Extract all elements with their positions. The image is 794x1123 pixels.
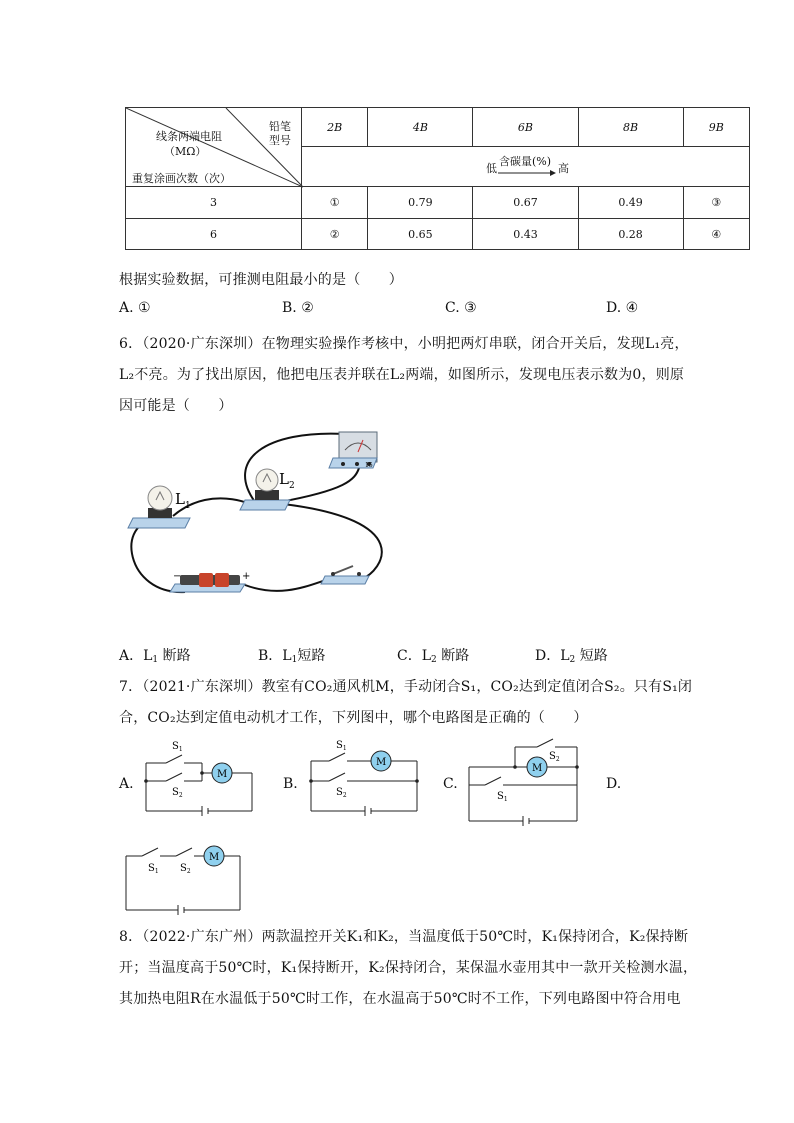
q7-option-c[interactable]: C. xyxy=(443,776,458,792)
switch-label: $S_1$ xyxy=(172,741,183,753)
table-diagonal-header xyxy=(126,108,302,187)
header-resistance-l2: （MΩ） xyxy=(164,145,207,158)
switch-label: $S_2$ xyxy=(180,863,191,875)
q5-stem: 根据实验数据，可推测电阻最小的是（ ） xyxy=(119,272,403,288)
lamp-l2-label: $L_2$ xyxy=(279,470,295,491)
q7-option-b[interactable]: B. xyxy=(283,776,298,792)
q5-option-c[interactable]: C. ③ xyxy=(445,300,477,316)
pencil-6b: 6B xyxy=(473,108,578,147)
wire xyxy=(283,504,382,580)
q5-option-b[interactable]: B. ② xyxy=(282,300,314,316)
carbon-low: 低 xyxy=(486,162,497,175)
switch-label: $S_1$ xyxy=(336,740,347,752)
q8-line-2: 开；当温度高于50℃时，K₁保持断开，K₂保持闭合，某保温水壶用其中一款开关检测水温， xyxy=(119,960,698,976)
q7-circuit-d xyxy=(122,840,246,918)
q6-line-3: 因可能是（ ） xyxy=(119,398,233,414)
q5-option-d[interactable]: D. ④ xyxy=(606,300,639,316)
table-cell: ③ xyxy=(683,187,749,219)
table-cell: 0.43 xyxy=(473,219,578,250)
battery-minus: − xyxy=(173,571,182,582)
q5-option-a[interactable]: A. ① xyxy=(119,300,151,316)
table-cell: 0.79 xyxy=(368,187,473,219)
q8-line-1: 8．（2022·广东广州）两款温控开关K₁和K₂，当温度低于50℃时，K₁保持闭合，K₂保持断 xyxy=(119,929,689,945)
q8-line-3: 其加热电阻R在水温低于50℃时工作，在水温高于50℃时不工作，下列电路图中符合用电 xyxy=(119,991,681,1007)
carbon-arrow-icon xyxy=(498,169,558,177)
battery-plus: + xyxy=(242,571,251,582)
motor-label: M xyxy=(376,757,387,768)
row-times: 6 xyxy=(126,219,302,250)
q7-circuit-c xyxy=(465,733,585,829)
q7-option-a[interactable]: A. xyxy=(119,776,134,792)
carbon-label: 含碳量(%) xyxy=(499,155,552,168)
q7-circuit-a xyxy=(140,738,260,818)
table-cell: ① xyxy=(302,187,368,219)
q7-line-1: 7．（2021·广东深圳）教室有CO₂通风机M，手动闭合S₁，CO₂达到定值闭合S₂。只有S₁闭 xyxy=(119,679,693,695)
q7-option-d[interactable]: D. xyxy=(606,776,622,792)
header-pencil-type-l1: 铅笔 xyxy=(269,120,291,133)
q7-circuit-b xyxy=(305,738,425,818)
table-cell: 0.49 xyxy=(578,187,683,219)
row-times: 3 xyxy=(126,187,302,219)
switch-label: $S_1$ xyxy=(497,791,508,803)
switch-label: $S_1$ xyxy=(148,863,159,875)
q6-option-c[interactable]: C．$L_2$ 断路 xyxy=(397,648,470,665)
voltmeter-scale: 15 xyxy=(365,462,373,469)
header-pencil-type-l2: 型号 xyxy=(269,134,291,147)
lamp-l1-label: $L_1$ xyxy=(175,490,191,511)
pencil-8b: 8B xyxy=(578,108,683,147)
q6-line-2: L₂不亮。为了找出原因，他把电压表并联在L₂两端，如图所示，发现电压表示数为0，则原 xyxy=(119,367,685,383)
motor-label: M xyxy=(532,763,543,774)
table-cell: 0.65 xyxy=(368,219,473,250)
switch-label: $S_2$ xyxy=(172,787,183,799)
table-cell: ④ xyxy=(683,219,749,250)
wire xyxy=(245,578,333,591)
q6-option-b[interactable]: B．$L_1$短路 xyxy=(258,648,326,665)
motor-label: M xyxy=(217,769,228,780)
table-cell: 0.67 xyxy=(473,187,578,219)
switch xyxy=(321,566,369,584)
pencil-9b: 9B xyxy=(683,108,749,147)
pencil-resistance-table xyxy=(125,107,750,250)
motor-label: M xyxy=(209,852,220,863)
table-cell: 0.28 xyxy=(578,219,683,250)
header-resistance-l1: 线条两端电阻 xyxy=(156,130,222,143)
q6-option-a[interactable]: A．$L_1$ 断路 xyxy=(119,648,191,665)
carbon-content-cell xyxy=(302,147,750,187)
table-row xyxy=(126,219,750,250)
carbon-high: 高 xyxy=(558,162,569,175)
pencil-2b: 2B xyxy=(302,108,368,147)
switch-label: $S_2$ xyxy=(336,787,347,799)
pencil-4b: 4B xyxy=(368,108,473,147)
q6-line-1: 6．（2020·广东深圳）在物理实验操作考核中，小明把两灯串联，闭合开关后，发现L₁亮， xyxy=(119,336,689,352)
switch-label: $S_2$ xyxy=(549,751,560,763)
header-repeat-times: 重复涂画次数（次） xyxy=(132,172,231,185)
q7-line-2: 合，CO₂达到定值电动机才工作，下列图中，哪个电路图是正确的（ ） xyxy=(119,710,588,726)
table-cell: ② xyxy=(302,219,368,250)
table-row xyxy=(126,187,750,219)
q6-option-d[interactable]: D．$L_2$ 短路 xyxy=(535,648,608,665)
q6-circuit-figure xyxy=(115,420,395,602)
